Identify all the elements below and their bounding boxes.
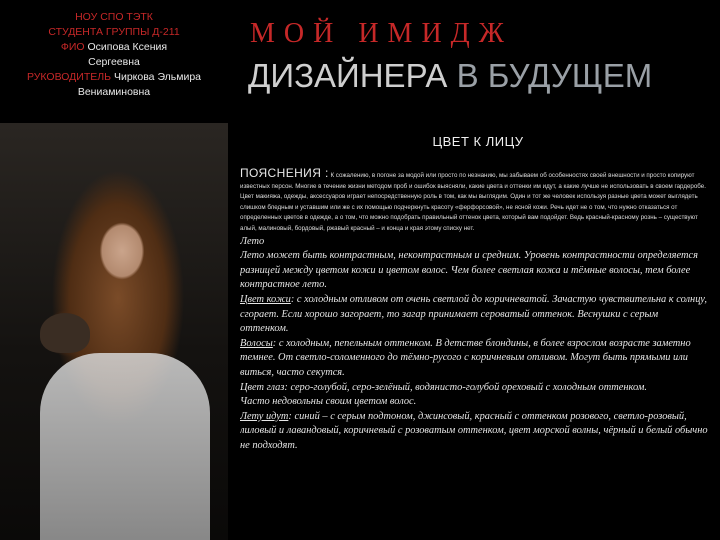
leader-value: Чиркова Эльмира xyxy=(113,71,201,83)
photo-ferret xyxy=(40,313,90,353)
section-title: ЦВЕТ К ЛИЦУ xyxy=(432,134,524,149)
title-top: МОЙ ИМИДЖ xyxy=(250,18,513,49)
main-content xyxy=(240,168,708,536)
fio-value-2: Сергеевна xyxy=(88,56,140,68)
fio-value: Осипова Ксения xyxy=(87,41,168,53)
explanation-heading: ПОЯСНЕНИЯ : xyxy=(240,168,329,180)
leader-line xyxy=(0,70,228,85)
photo-shirt xyxy=(40,353,210,540)
explanation-text: К сожалению, в погоне за модой или просто по незнанию, мы забываем об особенностях своей внешности и просто копируют известных персон. Многие в течение жизни методом проб и ошибок выясняли, какие цвета и оттенки им идут, а какие лучше не использовать в своем гардеробе. Цвет макияжа, одежды, аксессуаров играет непосредственную роль в том, как мы выглядим. Один и тот же человек используя разные цвета может выглядеть слишком бледным и уставшим или же с их помощью подчеркнуть красоту «ферфорсовой», не ясной кожи. Речь идет не о том, что нужно отказаться от определенных цветов в одежде, а о том, что можно подобрать правильный оттенок цвета, который вам подойдет. Ведь красный-красному рознь – существуют алый, малиновый, бордовый, ржавый красный – и конца и края этому списку нет. xyxy=(240,172,706,232)
fio-line xyxy=(0,40,228,55)
hair-text: : с холодным, пепельным оттенком. В детстве блондины, в более взрослом возрасте заметно темнее. От светло-соломенного до тёмно-русого с коричневым отливом. Могут быть прямыми или виться, часто секутся. xyxy=(240,337,691,378)
fio-label: ФИО xyxy=(60,41,85,53)
suits-paragraph xyxy=(240,410,708,454)
title-bottom-main: ДИЗАЙНЕРА xyxy=(248,57,448,94)
author-info xyxy=(0,0,228,120)
note-paragraph: Часто недовольны своим цветом волос. xyxy=(240,396,417,408)
skin-paragraph xyxy=(240,293,708,337)
skin-text: : с холодным отливом от очень светлой до коричневатой. Зачастую чувствительна к солнцу, сгорает. Если хорошо загорает, то загар принимает сероватый оттенок. Веснушки с серым оттенком. xyxy=(240,293,707,335)
suits-text: : синий – с серым подтоном, джинсовый, красный с оттенком розового, светло-розовый, лиловый и лавандовый, коричневый с розоватым оттенком, цвет морской волны, чёрный и белый обычно не подходят. xyxy=(240,410,708,451)
hair-paragraph xyxy=(240,337,708,381)
title-block xyxy=(236,0,720,120)
season-name: Лето xyxy=(240,235,265,247)
hair-label: Волосы xyxy=(240,337,273,349)
leader-label: РУКОВОДИТЕЛЬ xyxy=(26,71,112,83)
suits-label: Лету идут xyxy=(240,410,289,422)
portrait-photo xyxy=(0,123,228,540)
group-label: СТУДЕНТА ГРУППЫ Д-211 xyxy=(48,26,180,38)
eyes-paragraph: Цвет глаз: серо-голубой, серо-зелёный, водянисто-голубой ореховый с холодным оттенком. xyxy=(240,381,647,393)
skin-label: Цвет кожи xyxy=(240,293,291,305)
season-contrast: Лето может быть контрастным, неконтрастным и средним. Уровень контрастности определяется разницей между цветом кожи и цветом волос. Чем более светлая кожа и тёмные волосы, тем более контрастное лето. xyxy=(240,250,698,291)
title-bottom xyxy=(248,57,652,95)
org-name: НОУ СПО ТЭТК xyxy=(75,11,153,23)
explanation xyxy=(240,168,708,235)
leader-value-2: Вениаминовна xyxy=(77,86,151,98)
title-bottom-accent: В БУДУЩЕМ xyxy=(456,57,653,94)
